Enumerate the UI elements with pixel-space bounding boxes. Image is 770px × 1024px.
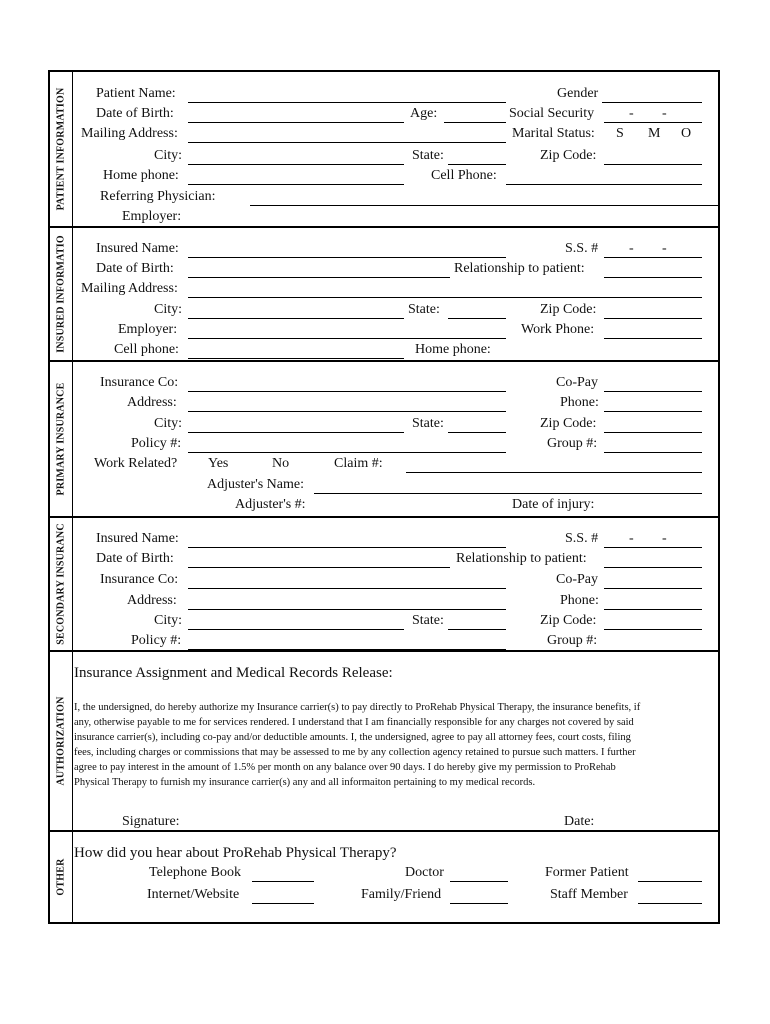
section-label: PRIMARY INSURANCE	[50, 362, 73, 516]
state-label: State:	[412, 148, 444, 163]
marital-other[interactable]: O	[681, 126, 692, 141]
referring-label: Referring Physician:	[100, 189, 216, 204]
insured-name-field[interactable]	[188, 547, 506, 548]
authorization-section	[50, 652, 718, 832]
employer-label: Employer:	[122, 209, 182, 224]
copay-field[interactable]	[604, 391, 702, 392]
marital-married[interactable]: M	[648, 126, 661, 141]
authorization-line: insurance carrier(s), including co-pay and/or deductible amounts. I, the undersigned, agree to pay all attorney fees, court costs, filing	[74, 732, 631, 743]
gender-field[interactable]	[602, 102, 702, 103]
zip-label: Zip Code:	[540, 148, 597, 163]
state-label: State:	[408, 302, 440, 317]
ss-dash: -	[662, 531, 667, 546]
state-field[interactable]	[448, 318, 506, 319]
ss-label: S.S. #	[565, 241, 599, 256]
state-field[interactable]	[448, 164, 506, 165]
former-patient-label: Former Patient	[545, 865, 629, 880]
primary-insurance-section	[50, 362, 718, 518]
home-phone-label: Home phone:	[103, 168, 179, 183]
address-field[interactable]	[188, 142, 506, 143]
relationship-field[interactable]	[604, 567, 702, 568]
referring-field[interactable]	[250, 205, 720, 206]
ss-field[interactable]	[604, 122, 702, 123]
state-field[interactable]	[448, 432, 506, 433]
copay-field[interactable]	[604, 588, 702, 589]
state-label: State:	[412, 613, 444, 628]
section-label: SECONDARY INSURANC	[50, 518, 73, 650]
city-label: City:	[154, 416, 183, 431]
work-phone-label: Work Phone:	[521, 322, 595, 337]
policy-label: Policy #:	[131, 633, 182, 648]
ss-field[interactable]	[604, 547, 702, 548]
family-field[interactable]	[450, 903, 508, 904]
doctor-label: Doctor	[405, 865, 444, 880]
zip-label: Zip Code:	[540, 613, 597, 628]
adjuster-name-label: Adjuster's Name:	[207, 477, 305, 492]
policy-field[interactable]	[188, 649, 506, 650]
ss-dash: -	[629, 241, 634, 256]
ss-label: Social Security	[509, 106, 595, 121]
patient-name-label: Patient Name:	[96, 86, 176, 101]
former-patient-field[interactable]	[638, 881, 702, 882]
state-field[interactable]	[448, 629, 506, 630]
policy-field[interactable]	[188, 452, 506, 453]
ss-dash: -	[662, 106, 667, 121]
section-label: PATIENT INFORMATION	[50, 72, 73, 226]
city-label: City:	[154, 148, 183, 163]
address-label: Address:	[127, 395, 177, 410]
cell-phone-field[interactable]	[506, 184, 702, 185]
dob-field[interactable]	[188, 277, 450, 278]
work-related-label: Work Related?	[94, 456, 178, 471]
phone-label: Phone:	[560, 593, 599, 608]
injury-date-label: Date of injury:	[512, 497, 595, 512]
ss-dash: -	[629, 531, 634, 546]
ss-label: S.S. #	[565, 531, 599, 546]
patient-intake-form	[48, 70, 720, 924]
copay-label: Co-Pay	[556, 572, 598, 587]
relationship-field[interactable]	[604, 277, 702, 278]
zip-field[interactable]	[604, 432, 702, 433]
insured-information-section	[50, 228, 718, 362]
secondary-insurance-section	[50, 518, 718, 652]
policy-label: Policy #:	[131, 436, 182, 451]
employer-label: Employer:	[118, 322, 178, 337]
dob-label: Date of Birth:	[96, 106, 174, 121]
relationship-label: Relationship to patient:	[454, 261, 585, 276]
group-field[interactable]	[604, 452, 702, 453]
staff-field[interactable]	[638, 903, 702, 904]
insured-name-label: Insured Name:	[96, 241, 179, 256]
zip-field[interactable]	[604, 164, 702, 165]
ss-dash: -	[662, 241, 667, 256]
gender-label: Gender	[557, 86, 599, 101]
authorization-line: Physical Therapy to furnish my insurance carrier(s) any and all informaiton pertaining to my medical records.	[74, 777, 536, 788]
insured-name-label: Insured Name:	[96, 531, 179, 546]
telephone-book-label: Telephone Book	[149, 865, 241, 880]
zip-label: Zip Code:	[540, 302, 597, 317]
city-label: City:	[154, 302, 183, 317]
phone-label: Phone:	[560, 395, 599, 410]
age-label: Age:	[410, 106, 438, 121]
adjuster-name-field[interactable]	[314, 493, 702, 494]
date-label: Date:	[564, 814, 595, 829]
authorization-line: I, the undersigned, do hereby authorize my Insurance carrier(s) to pay directly to ProRehab Physical Therapy, the insurance benefits, if	[74, 702, 641, 713]
signature-label: Signature:	[122, 814, 180, 829]
authorization-text	[74, 700, 694, 790]
employer-field[interactable]	[188, 338, 506, 339]
copay-label: Co-Pay	[556, 375, 598, 390]
dob-field[interactable]	[188, 122, 404, 123]
other-section	[50, 832, 718, 922]
ss-field[interactable]	[604, 257, 702, 258]
cell-phone-label: Cell phone:	[114, 342, 179, 357]
dob-label: Date of Birth:	[96, 551, 174, 566]
ss-dash: -	[629, 106, 634, 121]
insured-name-field[interactable]	[188, 257, 506, 258]
authorization-line: any, otherwise payable to me for services rendered. I understand that I am financially responsible for any charges not covered by said	[74, 717, 634, 728]
address-label: Mailing Address:	[81, 126, 178, 141]
insurance-company-label: Insurance Co:	[100, 375, 179, 390]
group-label: Group #:	[547, 436, 598, 451]
adjuster-number-label: Adjuster's #:	[235, 497, 306, 512]
dob-label: Date of Birth:	[96, 261, 174, 276]
section-label: INSURED INFORMATIO	[50, 228, 73, 360]
internet-label: Internet/Website	[147, 887, 240, 902]
claim-label: Claim #:	[334, 456, 383, 471]
marital-single[interactable]: S	[616, 126, 624, 141]
home-phone-label: Home phone:	[415, 342, 491, 357]
section-label: OTHER	[50, 832, 73, 922]
patient-information-section	[50, 72, 718, 228]
dob-field[interactable]	[188, 567, 450, 568]
internet-field[interactable]	[252, 903, 314, 904]
work-related-no[interactable]: No	[272, 456, 290, 471]
address-field[interactable]	[188, 411, 506, 412]
city-field[interactable]	[188, 432, 404, 433]
state-label: State:	[412, 416, 444, 431]
city-field[interactable]	[188, 629, 404, 630]
address-label: Address:	[127, 593, 177, 608]
insurance-company-label: Insurance Co:	[100, 572, 179, 587]
zip-field[interactable]	[604, 318, 702, 319]
city-field[interactable]	[188, 164, 404, 165]
marital-label: Marital Status:	[512, 126, 595, 141]
claim-field[interactable]	[406, 472, 702, 473]
zip-label: Zip Code:	[540, 416, 597, 431]
insurance-company-field[interactable]	[188, 391, 506, 392]
section-label: AUTHORIZATION	[50, 652, 73, 830]
authorization-line: agree to pay interest in the amount of 1.5% per month on any balance over 90 days. I do hereby give my permission to ProRehab	[74, 762, 616, 773]
referral-question: How did you hear about ProRehab Physical Therapy?	[74, 845, 397, 861]
age-field[interactable]	[444, 122, 506, 123]
cell-phone-field[interactable]	[188, 358, 404, 359]
home-phone-field[interactable]	[188, 184, 404, 185]
phone-field[interactable]	[604, 411, 702, 412]
authorization-line: fees, including charges or commissions that may be assessed to me by any collection agency retained to pursue such matters. I further	[74, 747, 636, 758]
relationship-label: Relationship to patient:	[456, 551, 587, 566]
phone-field[interactable]	[604, 609, 702, 610]
address-field[interactable]	[188, 609, 506, 610]
staff-label: Staff Member	[550, 887, 628, 902]
cell-phone-label: Cell Phone:	[431, 168, 497, 183]
work-related-yes[interactable]: Yes	[208, 456, 229, 471]
doctor-field[interactable]	[450, 881, 508, 882]
zip-field[interactable]	[604, 629, 702, 630]
family-label: Family/Friend	[361, 887, 442, 902]
work-phone-field[interactable]	[604, 338, 702, 339]
authorization-title: Insurance Assignment and Medical Records Release:	[74, 665, 393, 681]
telephone-book-field[interactable]	[252, 881, 314, 882]
city-label: City:	[154, 613, 183, 628]
patient-name-field[interactable]	[188, 102, 506, 103]
group-label: Group #:	[547, 633, 598, 648]
insurance-company-field[interactable]	[188, 588, 506, 589]
address-label: Mailing Address:	[81, 281, 178, 296]
address-field[interactable]	[188, 297, 702, 298]
city-field[interactable]	[188, 318, 404, 319]
